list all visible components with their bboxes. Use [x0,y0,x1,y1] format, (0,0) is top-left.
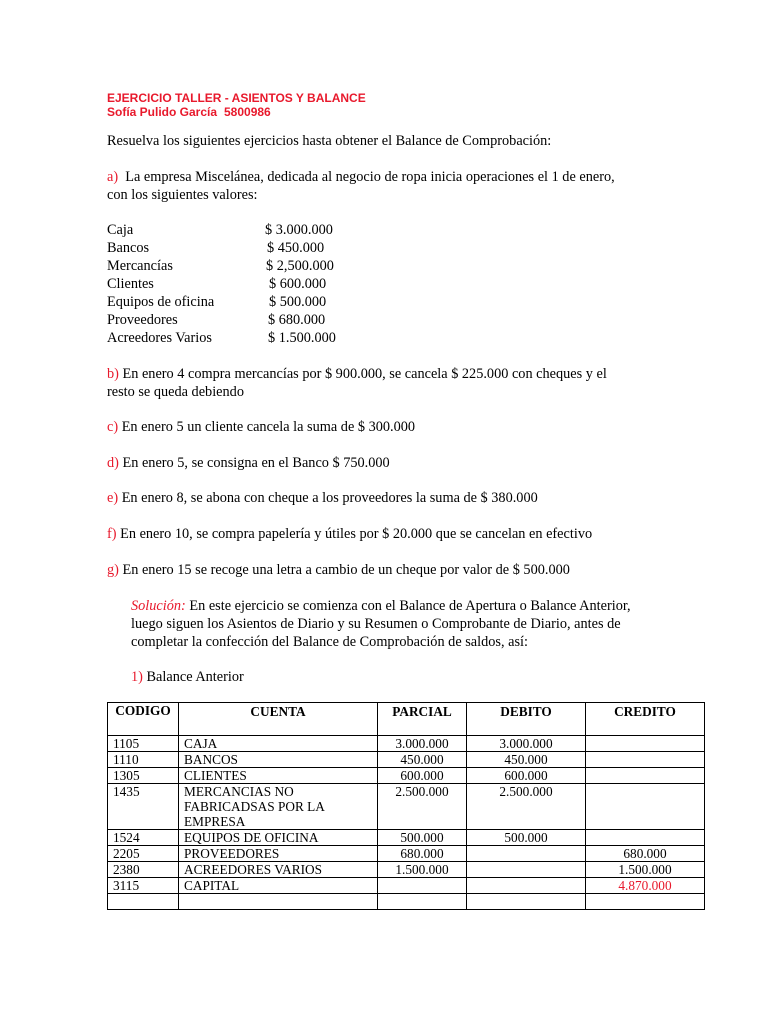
exercise-f-text: En enero 10, se compra papelería y útiles por $ 20.000 que se cancelan en efectivo [120,526,593,542]
cell-parcial: 3.000.000 [378,736,467,752]
cell-debito: 450.000 [467,752,586,768]
table-row [108,830,705,846]
author-name: Sofía Pulido García [107,105,218,119]
cell-debito: 600.000 [467,768,586,784]
exercise-a-line1 [107,168,615,186]
cell-codigo: 1524 [108,830,179,846]
header-cuenta: CUENTA [179,703,378,736]
section-marker: 1) [131,669,143,685]
value-label: Equipos de oficina [107,294,215,310]
value-label: Bancos [107,240,150,256]
header-debito: DEBITO [467,703,586,736]
balance-table [107,702,705,910]
exercise-g-text: En enero 15 se recoge una letra a cambio de un cheque por valor de $ 500.000 [122,562,570,578]
cell-credito [586,752,705,768]
cell-debito: 2.500.000 [467,784,586,830]
intro-text: Resuelva los siguientes ejercicios hasta obtener el Balance de Comprobación: [107,133,552,149]
cell-cuenta: BANCOS [179,752,378,768]
value-amount: $ 600.000 [269,276,327,292]
exercise-a-marker: a) [107,169,119,185]
value-amount: $ 1.500.000 [268,330,336,346]
header-codigo: CODIGO [108,703,179,736]
value-amount: $ 450.000 [267,240,325,256]
cell-debito: 3.000.000 [467,736,586,752]
exercise-g [107,561,570,579]
cell-credito-capital: 4.870.000 [586,878,705,894]
exercise-b-line2: resto se queda debiendo [107,384,244,400]
solution-line1 [131,597,631,615]
cell-debito: 500.000 [467,830,586,846]
value-label: Caja [107,222,134,238]
value-amount: $ 680.000 [268,312,326,328]
table-row [108,736,705,752]
exercise-e [107,489,538,507]
cell-parcial: 600.000 [378,768,467,784]
solution-line3: completar la confección del Balance de Comprobación de saldos, así: [131,634,528,650]
exercise-e-text: En enero 8, se abona con cheque a los proveedores la suma de $ 380.000 [121,490,538,506]
cell-codigo: 3115 [108,878,179,894]
cell-parcial [378,878,467,894]
student-id: 5800986 [224,105,271,119]
cell-codigo: 2205 [108,846,179,862]
cell-debito [467,862,586,878]
cell-debito [467,846,586,862]
exercise-f [107,525,592,543]
value-label: Acreedores Varios [107,330,212,346]
cell-credito [586,830,705,846]
table-row [108,752,705,768]
cell-codigo: 1105 [108,736,179,752]
cell-credito [586,894,705,910]
exercise-c-text: En enero 5 un cliente cancela la suma de $ 300.000 [121,419,416,435]
section-heading [131,668,244,686]
solution-line2: luego siguen los Asientos de Diario y su Resumen o Comprobante de Diario, antes de [131,616,621,632]
table-row [108,846,705,862]
solution-label: Solución: [131,598,186,614]
cell-codigo: 1110 [108,752,179,768]
table-row [108,894,705,910]
value-amount: $ 500.000 [269,294,327,310]
author-line [107,105,271,119]
value-label: Mercancías [107,258,173,274]
value-label: Proveedores [107,312,178,328]
cell-credito [586,784,705,830]
table-row [108,862,705,878]
table-row [108,878,705,894]
cell-parcial [378,894,467,910]
cell-credito [586,736,705,752]
table-row [108,768,705,784]
cell-debito [467,878,586,894]
value-amount: $ 3.000.000 [265,222,333,238]
cell-parcial: 1.500.000 [378,862,467,878]
document-title: EJERCICIO TALLER - ASIENTOS Y BALANCE [107,91,366,105]
exercise-b-text: En enero 4 compra mercancías por $ 900.000, se cancela $ 225.000 con cheques y el [122,366,607,382]
exercise-b-marker: b) [107,366,119,382]
cell-codigo [108,894,179,910]
table-header-row [108,703,705,736]
value-amount: $ 2,500.000 [266,258,334,274]
cell-parcial: 450.000 [378,752,467,768]
section-title: Balance Anterior [146,669,244,685]
cell-parcial: 680.000 [378,846,467,862]
cell-codigo: 2380 [108,862,179,878]
cell-cuenta: CAJA [179,736,378,752]
exercise-a-text: La empresa Miscelánea, dedicada al negocio de ropa inicia operaciones el 1 de enero, [125,169,615,185]
cell-cuenta: CAPITAL [179,878,378,894]
table-row [108,784,705,830]
cell-cuenta: EQUIPOS DE OFICINA [179,830,378,846]
cell-credito: 1.500.000 [586,862,705,878]
solution-text: En este ejercicio se comienza con el Balance de Apertura o Balance Anterior, [189,598,631,614]
cell-debito [467,894,586,910]
exercise-c-marker: c) [107,419,119,435]
cell-cuenta: PROVEEDORES [179,846,378,862]
header-parcial: PARCIAL [378,703,467,736]
cell-cuenta [179,894,378,910]
exercise-d [107,454,390,472]
cell-cuenta: MERCANCIAS NO FABRICADSAS POR LA EMPRESA [179,784,378,830]
cell-credito: 680.000 [586,846,705,862]
exercise-d-text: En enero 5, se consigna en el Banco $ 750.000 [122,455,390,471]
exercise-f-marker: f) [107,526,117,542]
exercise-a-line2: con los siguientes valores: [107,187,258,203]
cell-cuenta: CLIENTES [179,768,378,784]
exercise-e-marker: e) [107,490,119,506]
cell-parcial: 2.500.000 [378,784,467,830]
cell-codigo: 1305 [108,768,179,784]
cell-credito [586,768,705,784]
cell-cuenta: ACREEDORES VARIOS [179,862,378,878]
exercise-c [107,418,415,436]
cell-parcial: 500.000 [378,830,467,846]
cell-codigo: 1435 [108,784,179,830]
exercise-d-marker: d) [107,455,119,471]
exercise-b-line1 [107,365,607,383]
header-credito: CREDITO [586,703,705,736]
value-label: Clientes [107,276,154,292]
exercise-g-marker: g) [107,562,119,578]
